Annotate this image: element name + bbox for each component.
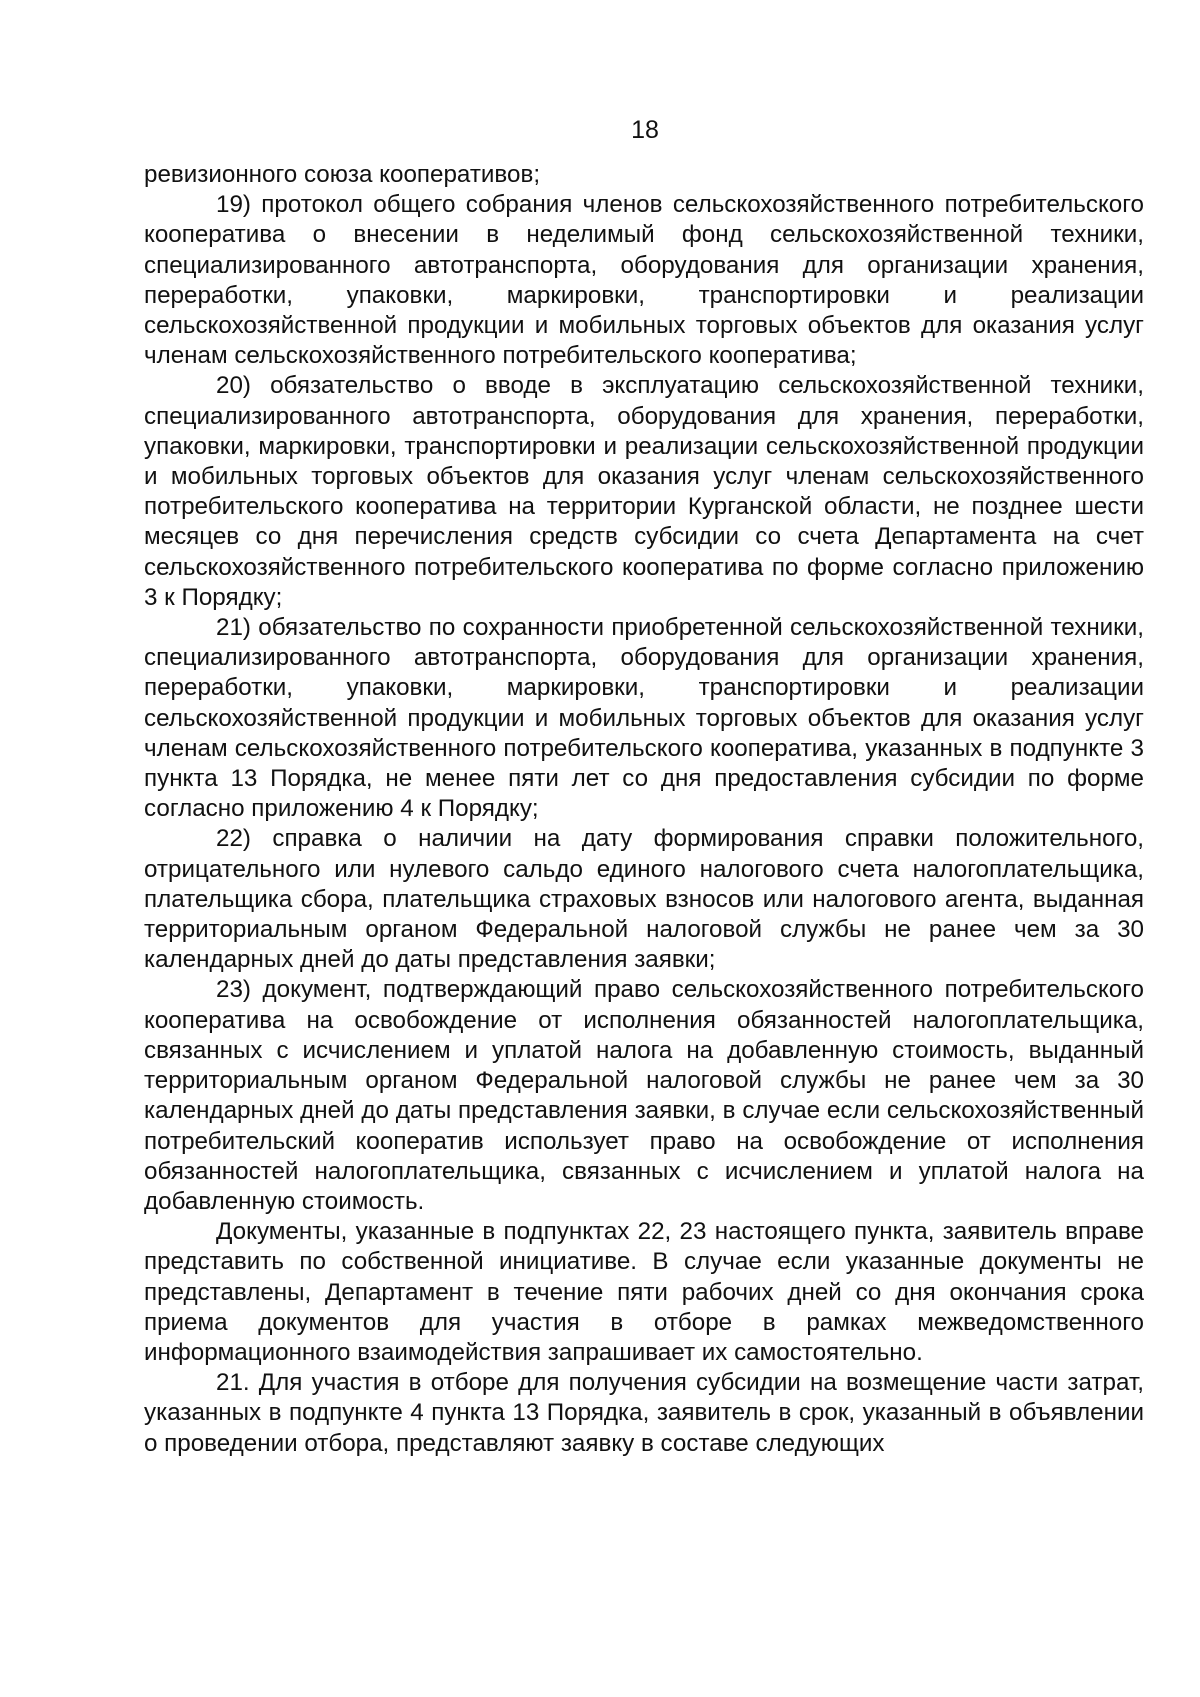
paragraph-item-22: 22) справка о наличии на дату формирования справки положительного, отрицательного или нулевого сальдо единого налогового счета налогоплательщика, плательщика сбора, плательщика страховых взносов или налогового агента, выданная территориальным органом Федеральной налоговой службы не ранее чем за 30 календарных дней до даты представления заявки; (144, 825, 1144, 974)
paragraph-item-23: 23) документ, подтверждающий право сельскохозяйственного потребительского кооператива на освобождение от исполнения обязанностей налогоплательщика, связанных с исчислением и уплатой налога на добавленную стоимость, выданный территориальным органом Федеральной налоговой службы не ранее чем за 30 календарных дней до даты представления заявки, в случае если сельскохозяйственный потребительский кооператив использует право на освобождение от исполнения обязанностей налогоплательщика, связанных с исчислением и уплатой налога на добавленную стоимость. (144, 976, 1144, 1215)
document-body (144, 160, 1144, 1459)
paragraph-item-20: 20) обязательство о вводе в эксплуатацию сельскохозяйственной техники, специализированного автотранспорта, оборудования для хранения, переработки, упаковки, маркировки, транспортировки и реализации сельскохозяйственной продукции и мобильных торговых объектов для оказания услуг членам сельскохозяйственного потребительского кооператива на территории Курганской области, не позднее шести месяцев со дня перечисления средств субсидии со счета Департамента на счет сельскохозяйственного потребительского кооператива по форме согласно приложению 3 к Порядку; (144, 372, 1144, 611)
paragraph-documents-note: Документы, указанные в подпунктах 22, 23 настоящего пункта, заявитель вправе представить по собственной инициативе. В случае если указанные документы не представлены, Департамент в течение пяти рабочих дней со дня окончания срока приема документов для участия в отборе в рамках межведомственного информационного взаимодействия запрашивает их самостоятельно. (144, 1218, 1144, 1366)
paragraph-item-21: 21) обязательство по сохранности приобретенной сельскохозяйственной техники, специализированного автотранспорта, оборудования для организации хранения, переработки, упаковки, маркировки, транспортировки и реализации сельскохозяйственной продукции и мобильных торговых объектов для оказания услуг членам сельскохозяйственного потребительского кооператива, указанных в подпункте 3 пункта 13 Порядка, не менее пяти лет со дня предоставления субсидии по форме согласно приложению 4 к Порядку; (144, 614, 1144, 823)
page-number: 18 (631, 116, 659, 144)
paragraph-continuation: ревизионного союза кооперативов; (144, 161, 541, 188)
paragraph-item-19: 19) протокол общего собрания членов сельскохозяйственного потребительского кооператива о внесении в неделимый фонд сельскохозяйственной техники, специализированного автотранспорта, оборудования для организации хранения, переработки, упаковки, маркировки, транспортировки и реализации сельскохозяйственной продукции и мобильных торговых объектов для оказания услуг членам сельскохозяйственного потребительского кооператива; (144, 191, 1144, 370)
paragraph-clause-21: 21. Для участия в отборе для получения субсидии на возмещение части затрат, указанных в подпункте 4 пункта 13 Порядка, заявитель в срок, указанный в объявлении о проведении отбора, представляют заявку в составе следующих (144, 1369, 1144, 1457)
